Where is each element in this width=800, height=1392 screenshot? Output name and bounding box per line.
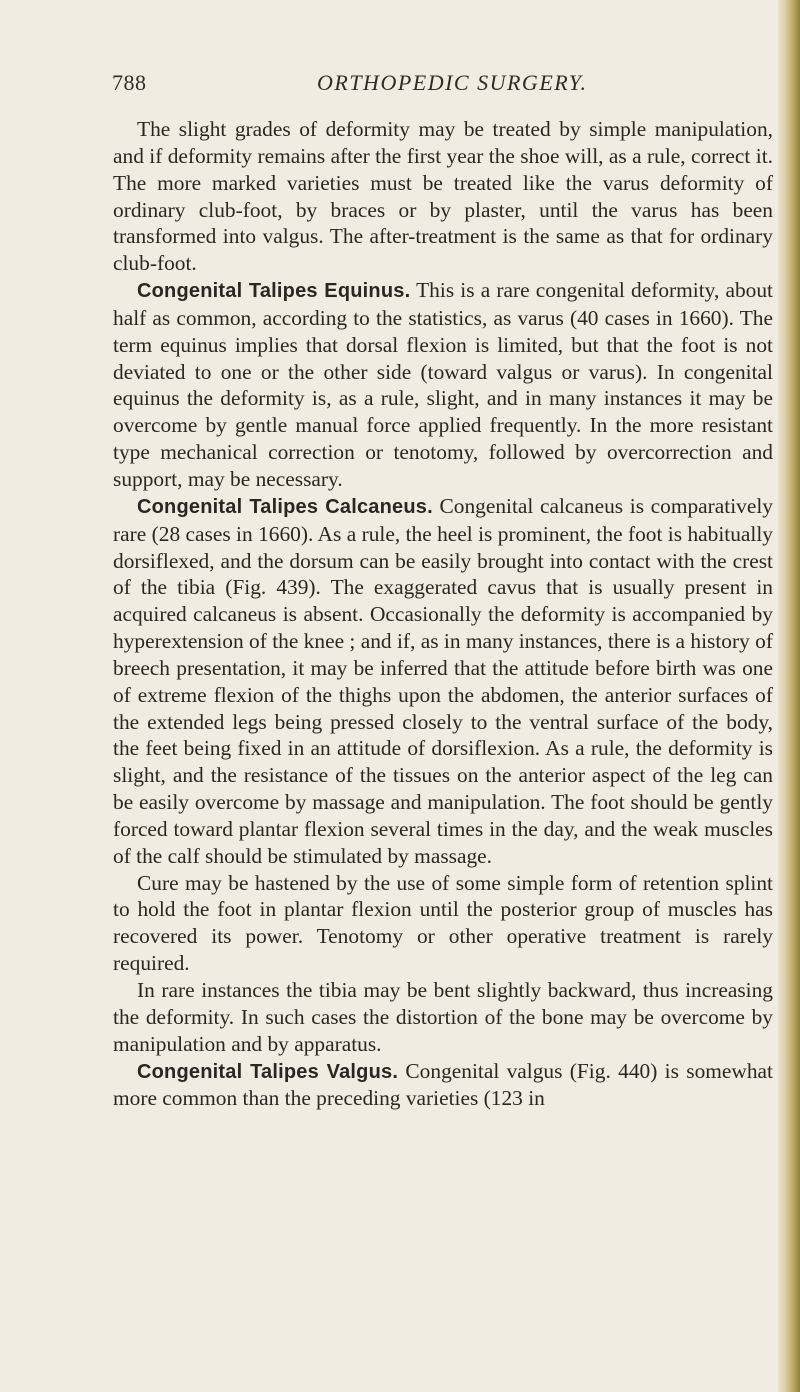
page-header: [112, 70, 712, 100]
paragraph-text: Cure may be hastened by the use of some simple form of retention splint to hold the foot in plantar flexion until the posterior group of muscles has recovered its power. Tenotomy or other operative treatment is rarely required.: [113, 870, 773, 976]
paragraph-text: In rare instances the tibia may be bent slightly backward, thus increasing the deformity. In such cases the distortion of the bone may be overcome by manipulation and by apparatus.: [113, 978, 773, 1056]
paragraph-intro: [113, 116, 773, 277]
paragraph-cure: [113, 870, 773, 977]
page-number: 788: [112, 70, 147, 95]
running-head: ORTHOPEDIC SURGERY.: [317, 70, 588, 95]
paragraph-tibia: [113, 977, 773, 1058]
paragraph-text: This is a rare congenital deformity, about half as common, according to the statistics, as varus (40 cases in 1660). The term equinus implies that dorsal flexion is limited, but that the foot is not deviated to one or the other side (toward valgus or varus). In congenital equinus the deformity is, as a rule, slight, and in many instances it may be overcome by gentle manual force applied frequently. In the more resistant type mechanical correction or tenotomy, followed by overcorrection and support, may be necessary.: [113, 278, 774, 491]
section-heading-calcaneus: Congenital Talipes Calcaneus.: [137, 495, 433, 518]
paragraph-text: Congenital calcaneus is comparatively rare (28 cases in 1660). As a rule, the heel is prominent, the foot is habitually dorsiflexed, and the dorsum can be easily brought into contact with the crest of the tibia (Fig. 439). The exaggerated cavus that is usually present in acquired calcaneus is absent. Occasionally the deformity is accompanied by hyperextension of the knee ; and if, as in many instances, there is a history of breech presentation, it may be inferred that the attitude before birth was one of extreme flexion of the thighs upon the abdomen, the anterior surfaces of the extended legs being pressed closely to the ventral surface of the body, the feet being fixed in an attitude of dorsiflexion. As a rule, the deformity is slight, and the resistance of the tissues on the anterior aspect of the leg can be easily overcome by massage and manipulation. The foot should be gently forced toward plantar flexion several times in the day, and the weak muscles of the calf should be stimulated by massage.: [113, 493, 773, 868]
body-text: [113, 116, 773, 1112]
paragraph-calcaneus: [113, 493, 773, 870]
section-heading-valgus: Congenital Talipes Valgus.: [137, 1060, 399, 1083]
paragraph-text: Congenital valgus (Fig. 440) is somewhat more common than the preceding varieties (123 in: [113, 1058, 773, 1111]
section-heading-equinus: Congenital Talipes Equinus.: [137, 280, 411, 303]
paragraph-text: The slight grades of deformity may be treated by simple manipulation, and if deformity remains after the first year the shoe will, as a rule, correct it. The more marked varieties must be treated like the varus deformity of ordinary club-foot, by braces or by plaster, until the varus has been transformed into valgus. The after-treatment is the same as that for ordinary club-foot.: [113, 117, 773, 276]
page-edge: [778, 0, 800, 1392]
paragraph-equinus: [113, 277, 773, 493]
paragraph-valgus: [113, 1058, 773, 1113]
